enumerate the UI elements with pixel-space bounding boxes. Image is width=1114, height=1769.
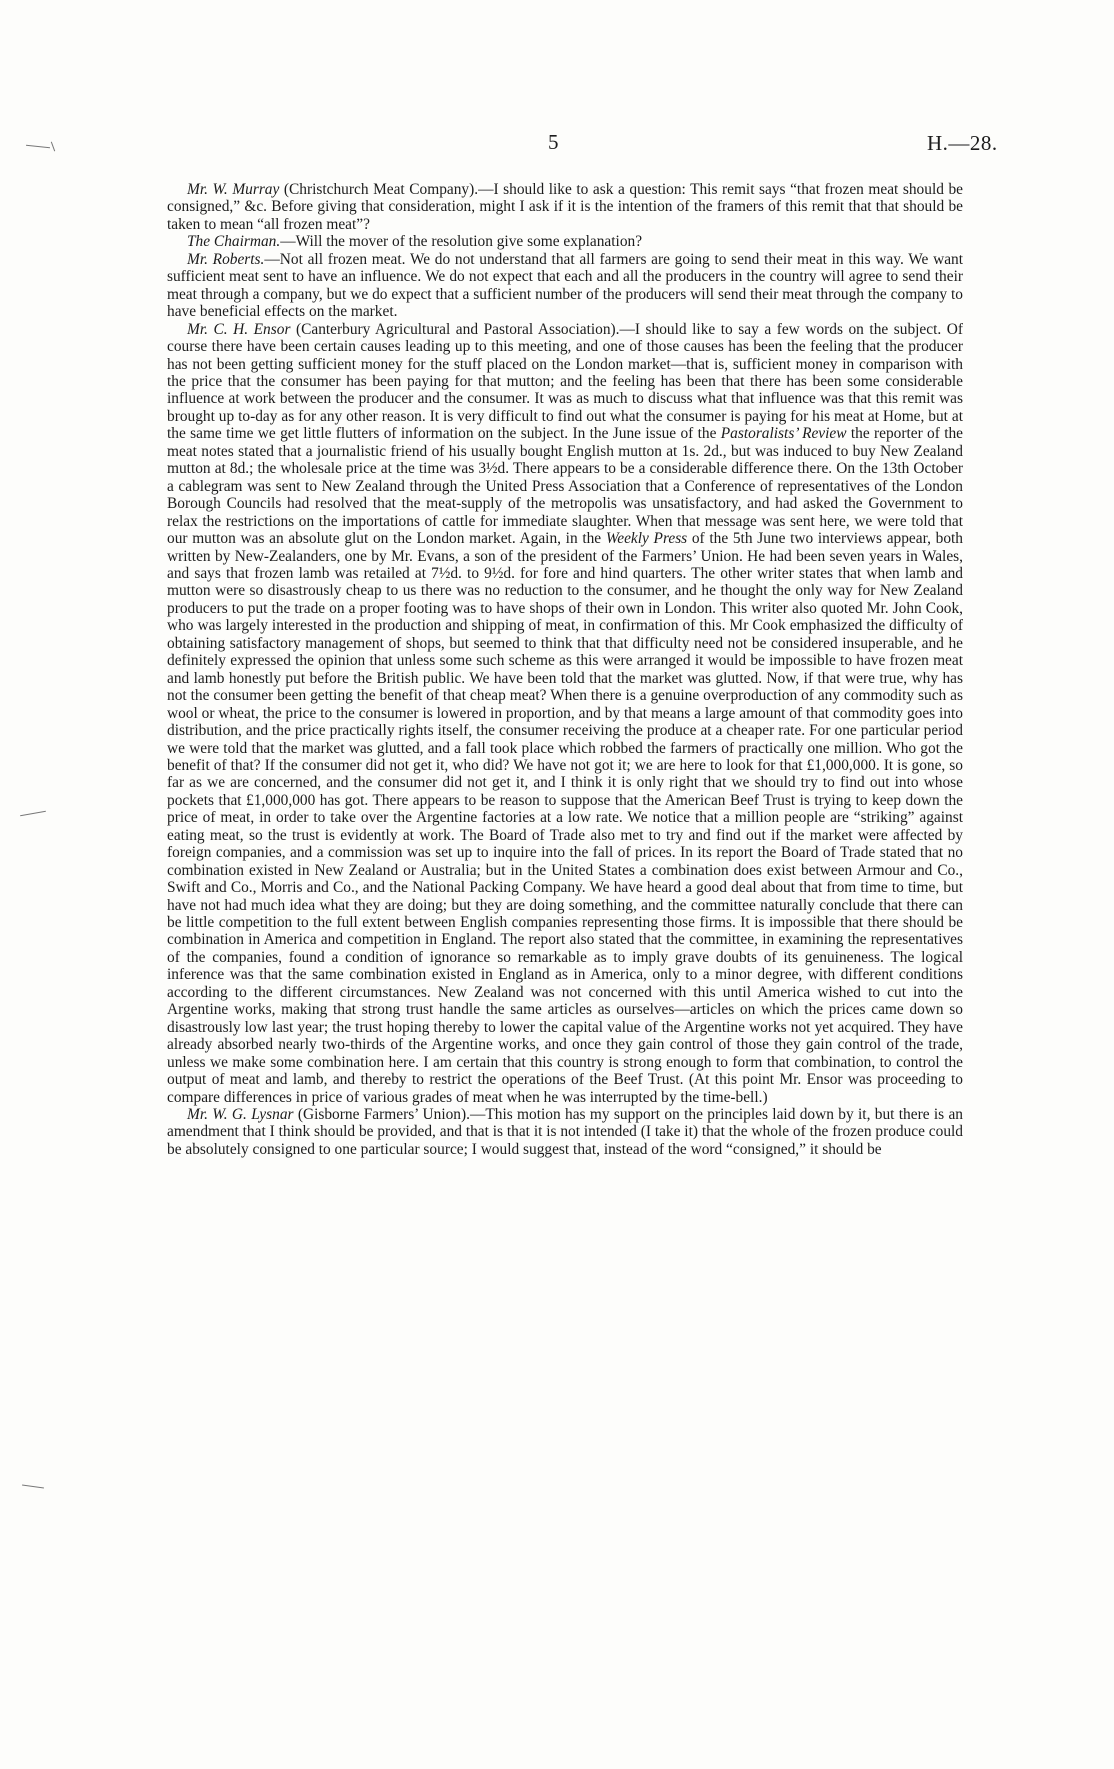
document-code: H.—28. <box>927 131 998 155</box>
paragraph-lysnar <box>167 1106 963 1158</box>
paragraph-text: the reporter of the meat notes stated that a journalistic friend of his usually bought English mutton at 1s. 2d., but was induced to buy New Zealand mutton at 8d.; the wholesale price at the time was 3½d. There appears to be a considerable difference there. On the 13th October a cablegram was sent to New Zealand through the United Press Association that a Conference of representatives of the London Borough Councils had resolved that the meat-supply of the metropolis was unsatisfactory, and had asked the Government to relax the restrictions on the importations of cattle for immediate slaughter. When that message was sent here, we were told that our mutton was an absolute glut on the London market. Again, in the <box>167 425 963 548</box>
paragraph-text: (Canterbury Agricultural and Pastoral Association).—I should like to say a few words on the subject. Of course there have been certain causes leading up to this meeting, and one of those causes has been the feeling that the producer has not been getting sufficient money for the stuff placed on the London market—that is, sufficient money in comparison with the price that the consumer has been paying for that mutton; and the feeling has been that there has been some considerable influence at work between the producer and the consumer. It was as much to discuss what that influence was that this remit was brought up to-day as for any other reason. It is very difficult to find out what the consumer is paying for his meat at Home, but at the same time we get little flutters of information on the subject. In the June issue of the <box>167 320 963 443</box>
body-text <box>167 181 963 1158</box>
speaker-name: Mr. W. G. Lysnar <box>187 1106 294 1124</box>
margin-pencil-mark <box>22 1484 44 1488</box>
margin-pencil-mark <box>26 145 50 149</box>
margin-pencil-mark <box>51 142 55 152</box>
paragraph-ensor <box>167 321 963 1106</box>
margin-pencil-mark <box>20 811 46 816</box>
speaker-name: The Chairman. <box>187 233 281 251</box>
publication-title: Pastoralists’ Review <box>720 425 847 443</box>
paragraph-text: —Not all frozen meat. We do not understand that all farmers are going to send their meat in this way. We want sufficient meat sent to have an influence. We do not expect that each and all the producers in the country will agree to send their meat through a company, but we do expect that a sufficient number of the producers will send their meat through the company to have beneficial effects on the market. <box>167 250 963 321</box>
paragraph-murray <box>167 181 963 233</box>
paragraph-chairman <box>167 233 963 250</box>
paragraph-text: of the 5th June two interviews appear, both written by New-Zealanders, one by Mr. Evans, a son of the president of the Farmers’ Union. He had been seven years in Wales, and says that frozen lamb was retailed at 7½d. to 9½d. for fore and hind quarters. The other writer states that when lamb and mutton were so disastrously cheap to us there was no reduction to the consumer, and he thought the only way for New Zealand producers to put the trade on a proper footing was to have shops of their own in London. This writer also quoted Mr. John Cook, who was largely interested in the production and shipping of meat, in confirmation of this. Mr Cook emphasized the difficulty of obtaining satisfactory management of shops, but seemed to think that that difficulty need not be considered insuperable, and he definitely expressed the opinion that unless some such scheme as this were arranged it would be impossible to have frozen meat and lamb honestly put before the British public. We have been told that the market was glutted. Now, if that were true, why has not the consumer been getting the benefit of that cheap meat? When there is a genuine overproduction of any commodity such as wool or wheat, the price to the consumer is lowered in proportion, and by that means a large amount of that commodity goes into distribution, and the price practically rights itself, the consumer receiving the produce at a cheaper rate. For one particular period we were told that the market was glutted, and a fall took place which robbed the farmers of practically one million. Who got the benefit of that? If the consumer did not get it, who did? We have not got it; we are here to look for that £1,000,000. It is gone, so far as we are concerned, and the consumer did not get it, and I think it is only right that we should try to find out into whose pockets that £1,000,000 has got. There appears to be reason to suppose that the American Beef Trust is trying to keep down the price of meat, in order to take over the Argentine factories at a low rate. We notice that a million people are “striking” against eating meat, so the trust is evidently at work. The Board of Trade also met to try and find out if the market were affected by foreign companies, and a commission was set up to inquire into the fall of prices. In its report the Board of Trade stated that no combination existed in New Zealand or Australia; but in the United States a combination does exist between Armour and Co., Swift and Co., Morris and Co., and the National Packing Company. We have heard a good deal about that from time to time, but have not had much idea what they are doing; but they are doing something, and the committee naturally conclude that there can be little competition to the full extent between English companies representing those firms. It is impossible that there should be combination in America and competition in England. The report also stated that the committee, in examining the representatives of the companies, found a condition of ignorance so remarkable as to imply grave doubts of its genuineness. The logical inference was that the same combination existed in England as in America, only to a minor degree, with different conditions according to the different circumstances. New Zealand was not concerned with this until America wished to cut into the Argentine works, making that strong trust handle the same articles as ourselves—articles on which the prices came down so disastrously low last year; the trust hoping thereby to lower the capital value of the Argentine works not yet acquired. They have already absorbed nearly two-thirds of the Argentine works, and once they gain control of those they gain control of the trade, unless we make some combination here. I am certain that this country is strong enough to form that combination, to control the output of meat and lamb, and thereby to restrict the operations of the Beef Trust. (At this point Mr. Ensor was proceeding to compare differences in price of various grades of meat when he was interrupted by the time-bell.) <box>167 530 963 1106</box>
speaker-name: Mr. Roberts. <box>187 250 265 268</box>
paragraph-text: —Will the mover of the resolution give some explanation? <box>280 233 643 251</box>
paragraph-text: (Christchurch Meat Company).—I should like to ask a question: This remit says “that frozen meat should be consigned,” &c. Before giving that consideration, might I ask if it is the intention of the framers of this remit that that should be taken to mean “all frozen meat”? <box>167 181 964 233</box>
paragraph-text: (Gisborne Farmers’ Union).—This motion has my support on the principles laid down by it, but there is an amendment that I think should be provided, and that is that it is not intended (I take it) that the whole of the frozen produce could be absolutely consigned to one particular source; I would suggest that, instead of the word “consigned,” it should be <box>167 1106 964 1158</box>
publication-title: Weekly Press <box>605 530 688 548</box>
speaker-name: Mr. W. Murray <box>187 181 280 198</box>
paragraph-roberts <box>167 251 963 321</box>
page-number: 5 <box>548 130 559 154</box>
speaker-name: Mr. C. H. Ensor <box>187 320 291 338</box>
